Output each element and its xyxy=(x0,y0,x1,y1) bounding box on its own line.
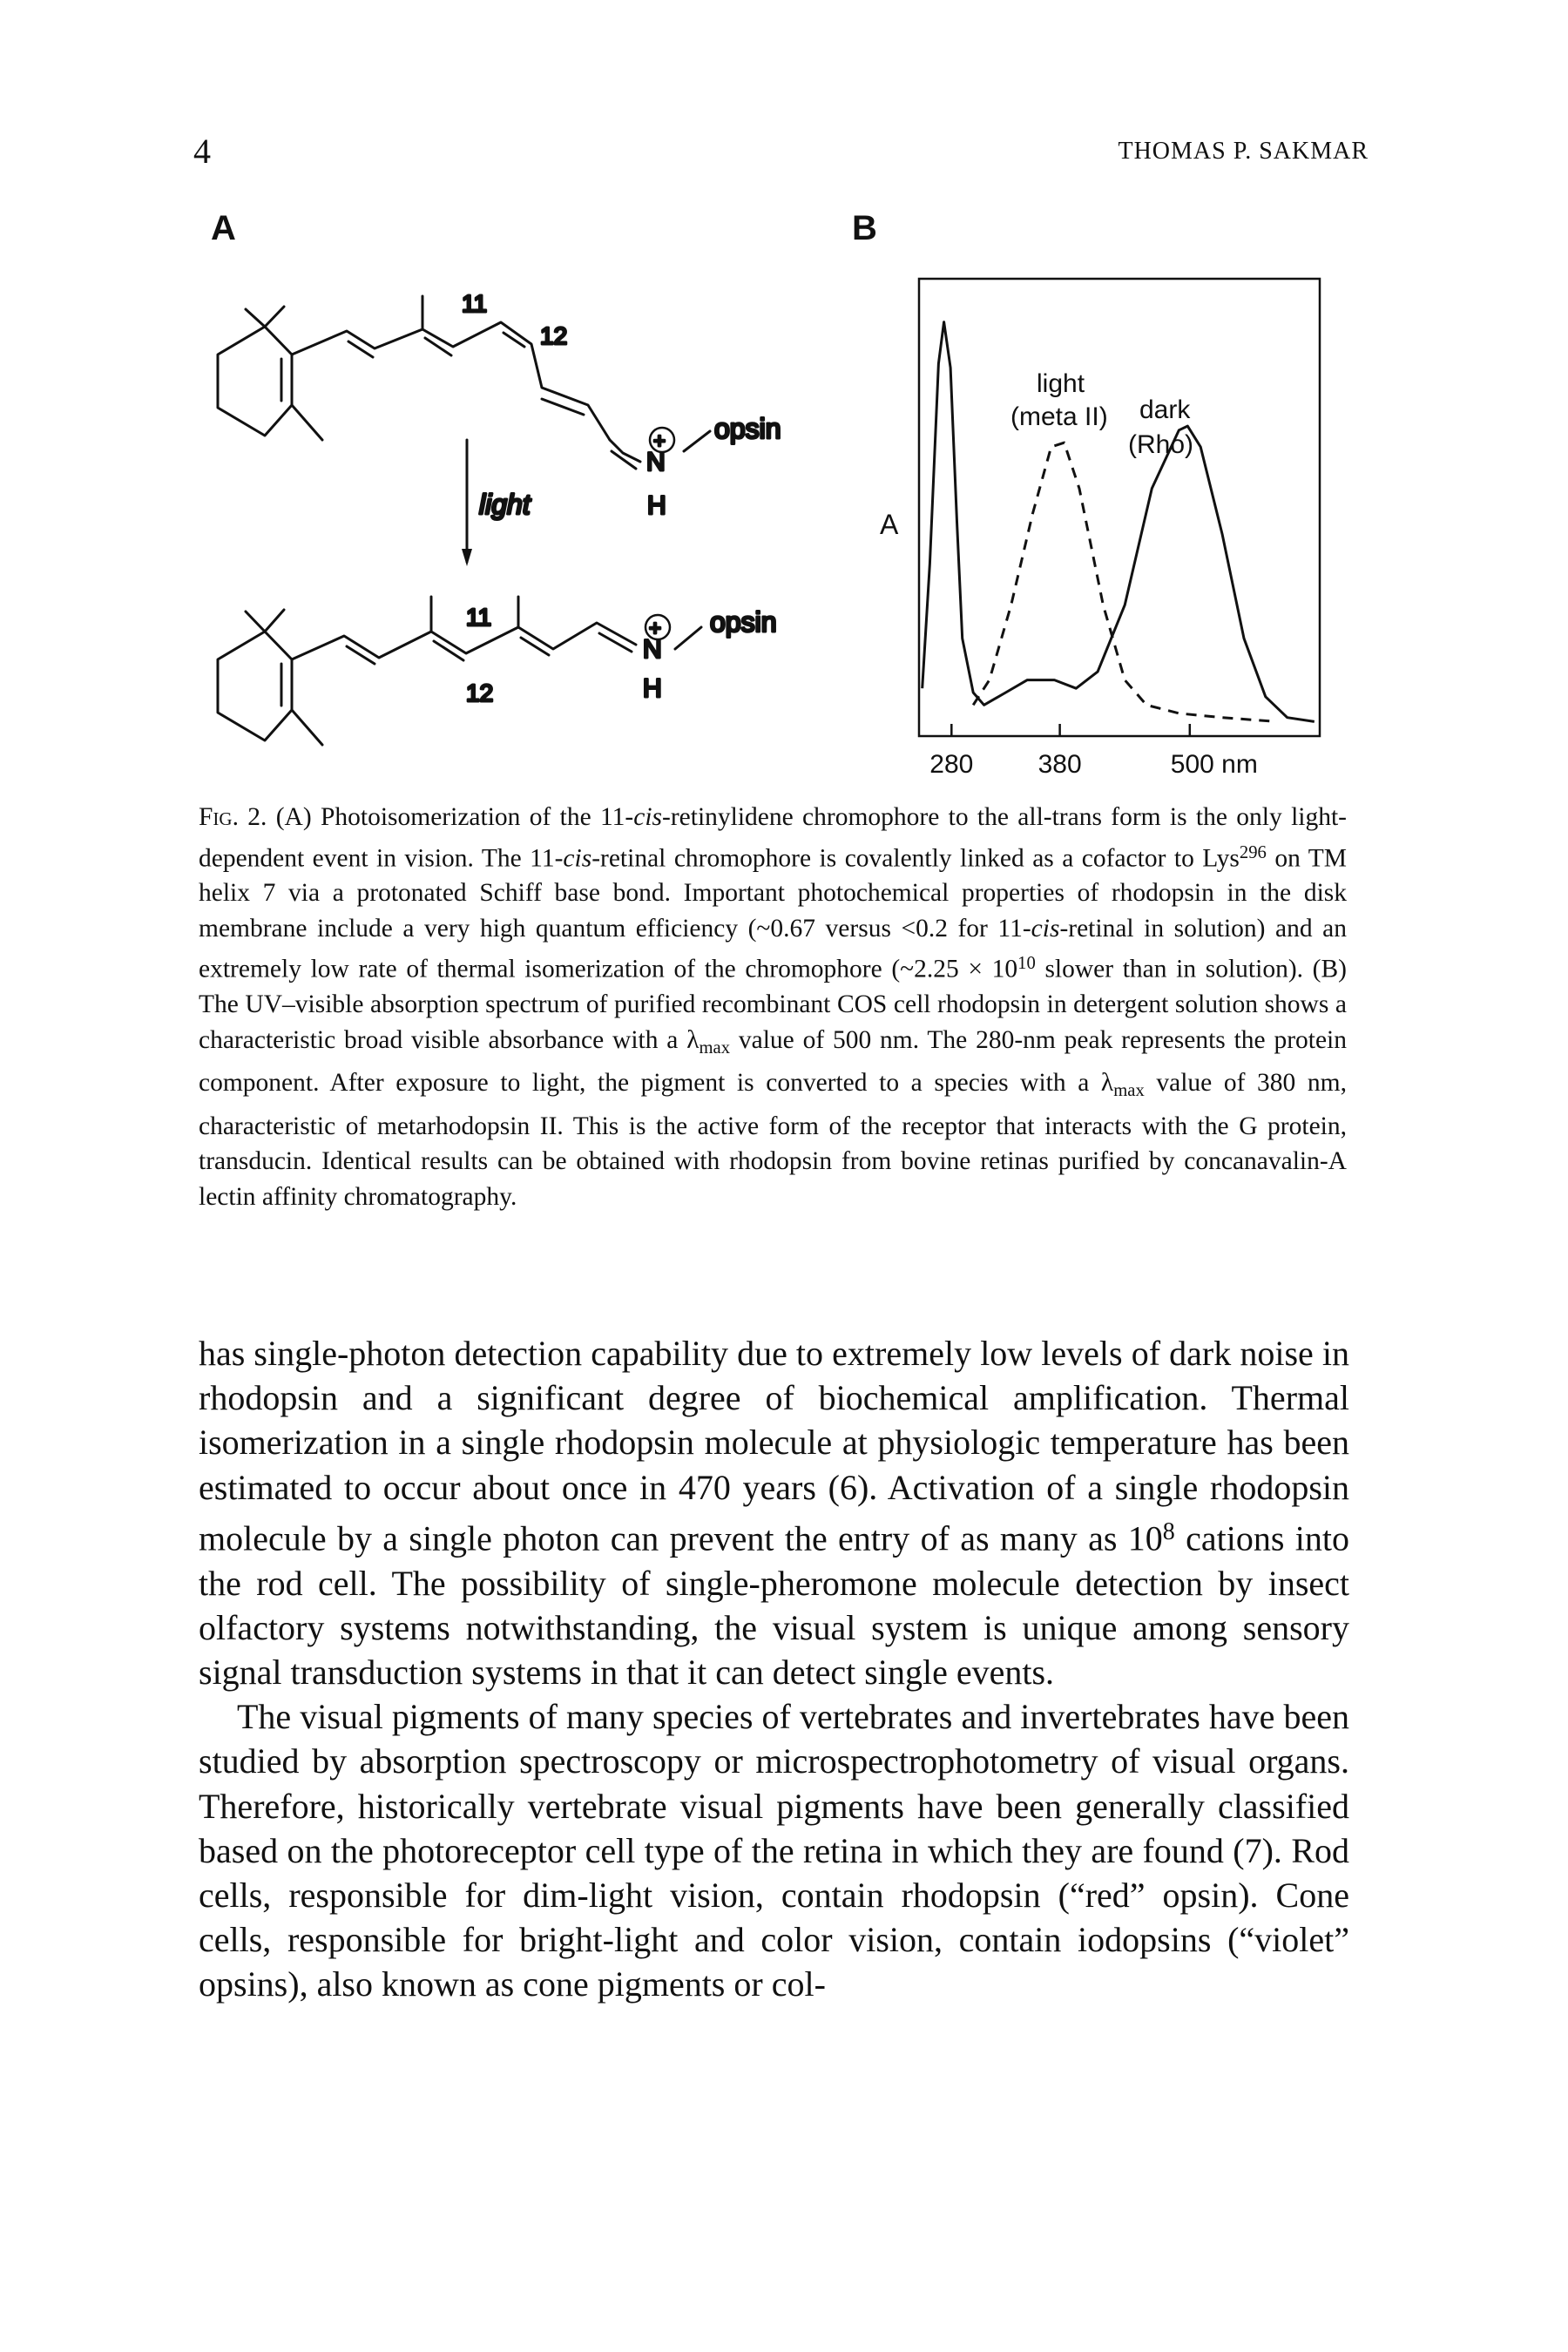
running-head: THOMAS P. SAKMAR xyxy=(1118,138,1369,165)
x-tick-label-280: 280 xyxy=(929,750,974,779)
trans-charge: + xyxy=(649,617,662,640)
panel-a-structures xyxy=(200,261,880,767)
cis-opsin-label: opsin xyxy=(714,413,781,444)
x-tick-label-500: 500 nm xyxy=(1170,750,1258,779)
caption-text-4: on TM helix 7 via a protonated Schiff base bond. Important photochemical properties of rhodopsin in the disk membrane include a very high quantum efficiency (~0.67 versus <0.2 for 11- xyxy=(199,843,1348,943)
figure-caption xyxy=(199,800,1347,1214)
panel-b-spectrum xyxy=(871,270,1359,779)
cis-charge: + xyxy=(653,429,666,453)
paragraph-1-text-b: cations into the rod cell. The possibility of single-pheromone molecule detection by insect olfactory systems notwithstanding, the visual system is unique among sensory signal transduction systems in that it can detect single events. xyxy=(199,1518,1349,1693)
trans-hydrogen: H xyxy=(643,674,662,703)
trans-retinal-structure xyxy=(218,597,701,745)
figure-label: Fig. 2. xyxy=(199,803,267,831)
caption-cis-1: cis xyxy=(633,803,663,831)
trans-opsin-label: opsin xyxy=(710,606,777,638)
trans-chain xyxy=(292,597,636,659)
paragraph-1 xyxy=(199,1331,1349,1694)
caption-lys-superscript: 296 xyxy=(1239,842,1267,862)
panel-a-label: A xyxy=(211,209,236,247)
trans-label-12: 12 xyxy=(466,679,494,706)
cis-label-11: 11 xyxy=(462,290,488,317)
caption-text-3: -retinal chromophore is covalently linked as a cofactor to Lys xyxy=(591,843,1240,872)
caption-text-8: value of 380 nm, characteristic of metarhodopsin II. This is the active form of the receptor that interacts with the G protein, transducin. Identical results can be obtained with rhodopsin from bovine retinas purified by concanavalin-A lectin affinity chromatography. xyxy=(199,1069,1347,1211)
cis-chain xyxy=(292,296,610,440)
page-number: 4 xyxy=(193,132,211,171)
cis-label-12: 12 xyxy=(540,322,568,349)
cis-nitrogen: N xyxy=(646,448,666,476)
caption-cis-2: cis xyxy=(563,843,592,872)
x-tick-label-380: 380 xyxy=(1037,750,1082,779)
dark-label-line2: (Rho) xyxy=(1128,430,1194,459)
caption-text-7: value of 500 nm. The 280-nm peak represents the protein component. After exposure to light, the pigment is converted to a species with a λ xyxy=(199,1025,1347,1098)
paragraph-2: The visual pigments of many species of vertebrates and invertebrates have been studied by absorption spectroscopy or microspectrophotometry of visual organs. Therefore, historically vertebrate visual pigments have been generally classified based on the photoreceptor cell type of the retina in which they are found (7). Rod cells, responsible for dim-light vision, contain rhodopsin (“red” opsin). Cone cells, responsible for bright-light and color vision, contain iodopsins (“violet” opsins), also known as cone pigments or col- xyxy=(199,1697,1349,2004)
paragraph-1-superscript: 8 xyxy=(1162,1517,1175,1545)
light-label-line1: light xyxy=(1037,369,1085,398)
caption-text-6: slower than in solution). (B) The UV–visible absorption spectrum of purified recombinant COS cell rhodopsin in detergent solution shows a characteristic broad visible absorbance with a λ xyxy=(199,955,1347,1054)
light-label-line2: (meta II) xyxy=(1010,402,1108,431)
caption-lambda-max-1: max xyxy=(699,1037,731,1058)
caption-exponent: 10 xyxy=(1017,954,1036,974)
caption-text-2: -retinylidene chromophore to the all-trans form is the only light-dependent event in vision. The 11- xyxy=(199,803,1347,872)
y-axis-label: A xyxy=(880,509,899,540)
caption-text-1: (A) Photoisomerization of the 11- xyxy=(267,803,634,831)
cis-retinal-structure xyxy=(218,296,710,469)
panel-b-label: B xyxy=(852,209,877,247)
series-dark-rho xyxy=(923,322,1315,722)
plot-frame xyxy=(919,279,1320,736)
trans-label-11: 11 xyxy=(466,604,492,631)
trans-nitrogen: N xyxy=(643,635,662,664)
light-arrow-label: light xyxy=(479,489,531,520)
caption-cis-3: cis xyxy=(1031,914,1060,943)
caption-lambda-max-2: max xyxy=(1113,1081,1145,1101)
body-text xyxy=(199,1331,1349,2007)
dark-label-line1: dark xyxy=(1139,395,1191,424)
caption-text-5: -retinal in solution) and an extremely low rate of thermal isomerization of the chromophore (~2.25 × 10 xyxy=(199,914,1348,983)
cis-hydrogen: H xyxy=(647,491,666,520)
paragraph-1-text-a: has single-photon detection capability due to extremely low levels of dark noise in rhodopsin and a significant degree of biochemical amplification. Thermal isomerization in a single rhodopsin molecule at physiologic temperature has been estimated to occur about once in 470 years (6). Activation of a single rhodopsin molecule by a single photon can prevent the entry of as many as 10 xyxy=(199,1334,1349,1558)
